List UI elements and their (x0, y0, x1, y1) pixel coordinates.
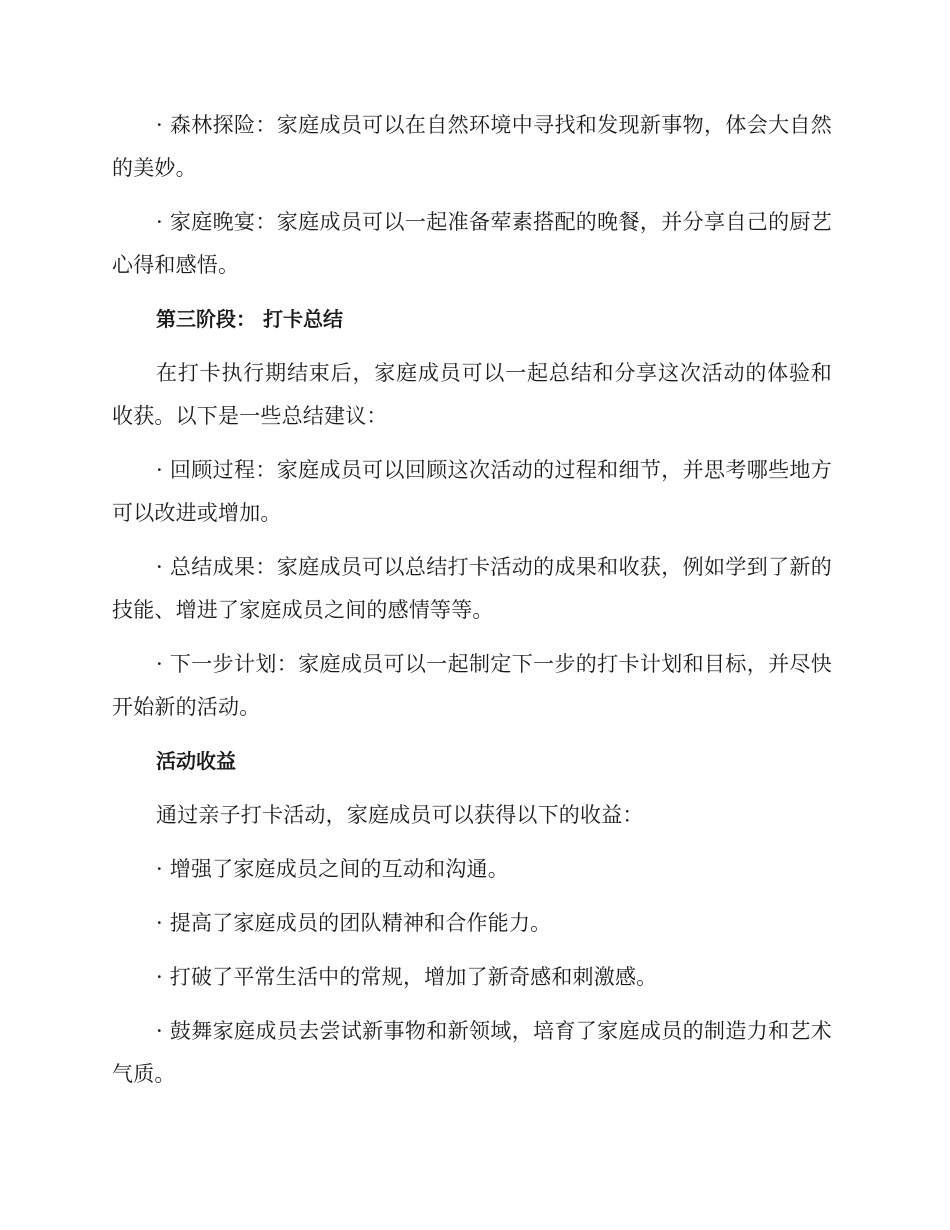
bullet-benefit-teamwork: · 提高了家庭成员的团队精神和合作能力。 (156, 911, 552, 935)
bullet-review-process: · 回顾过程：家庭成员可以回顾这次活动的过程和细节，并思考哪些地方可以改进或增加。 (112, 458, 832, 525)
bullet-benefit-communication: · 增强了家庭成员之间的互动和沟通。 (156, 857, 509, 881)
para-benefits-intro: 通过亲子打卡活动，家庭成员可以获得以下的收益： (156, 803, 644, 827)
bullet-benefit-novelty: · 打破了平常生活中的常规，增加了新奇感和刺激感。 (156, 965, 658, 989)
document-body (112, 104, 832, 1107)
heading-stage-three: 第三阶段： 打卡总结 (156, 307, 343, 331)
bullet-summarize-results: · 总结成果：家庭成员可以总结打卡活动的成果和收获，例如学到了新的技能、增进了家庭成员之间的感情等等。 (112, 555, 832, 622)
bullet-benefit-creativity: · 鼓舞家庭成员去尝试新事物和新领域，培育了家庭成员的制造力和艺术气质。 (112, 1019, 832, 1086)
bullet-family-dinner: · 家庭晚宴：家庭成员可以一起准备荤素搭配的晚餐，并分享自己的厨艺心得和感悟。 (112, 210, 832, 277)
heading-activity-benefits: 活动收益 (156, 749, 236, 773)
bullet-forest-adventure: · 森林探险：家庭成员可以在自然环境中寻找和发现新事物，体会大自然的美妙。 (112, 113, 832, 180)
para-summary-intro: 在打卡执行期结束后，家庭成员可以一起总结和分享这次活动的体验和收获。以下是一些总结建议： (112, 361, 832, 428)
bullet-next-plan: · 下一步计划：家庭成员可以一起制定下一步的打卡计划和目标，并尽快开始新的活动。 (112, 652, 832, 719)
